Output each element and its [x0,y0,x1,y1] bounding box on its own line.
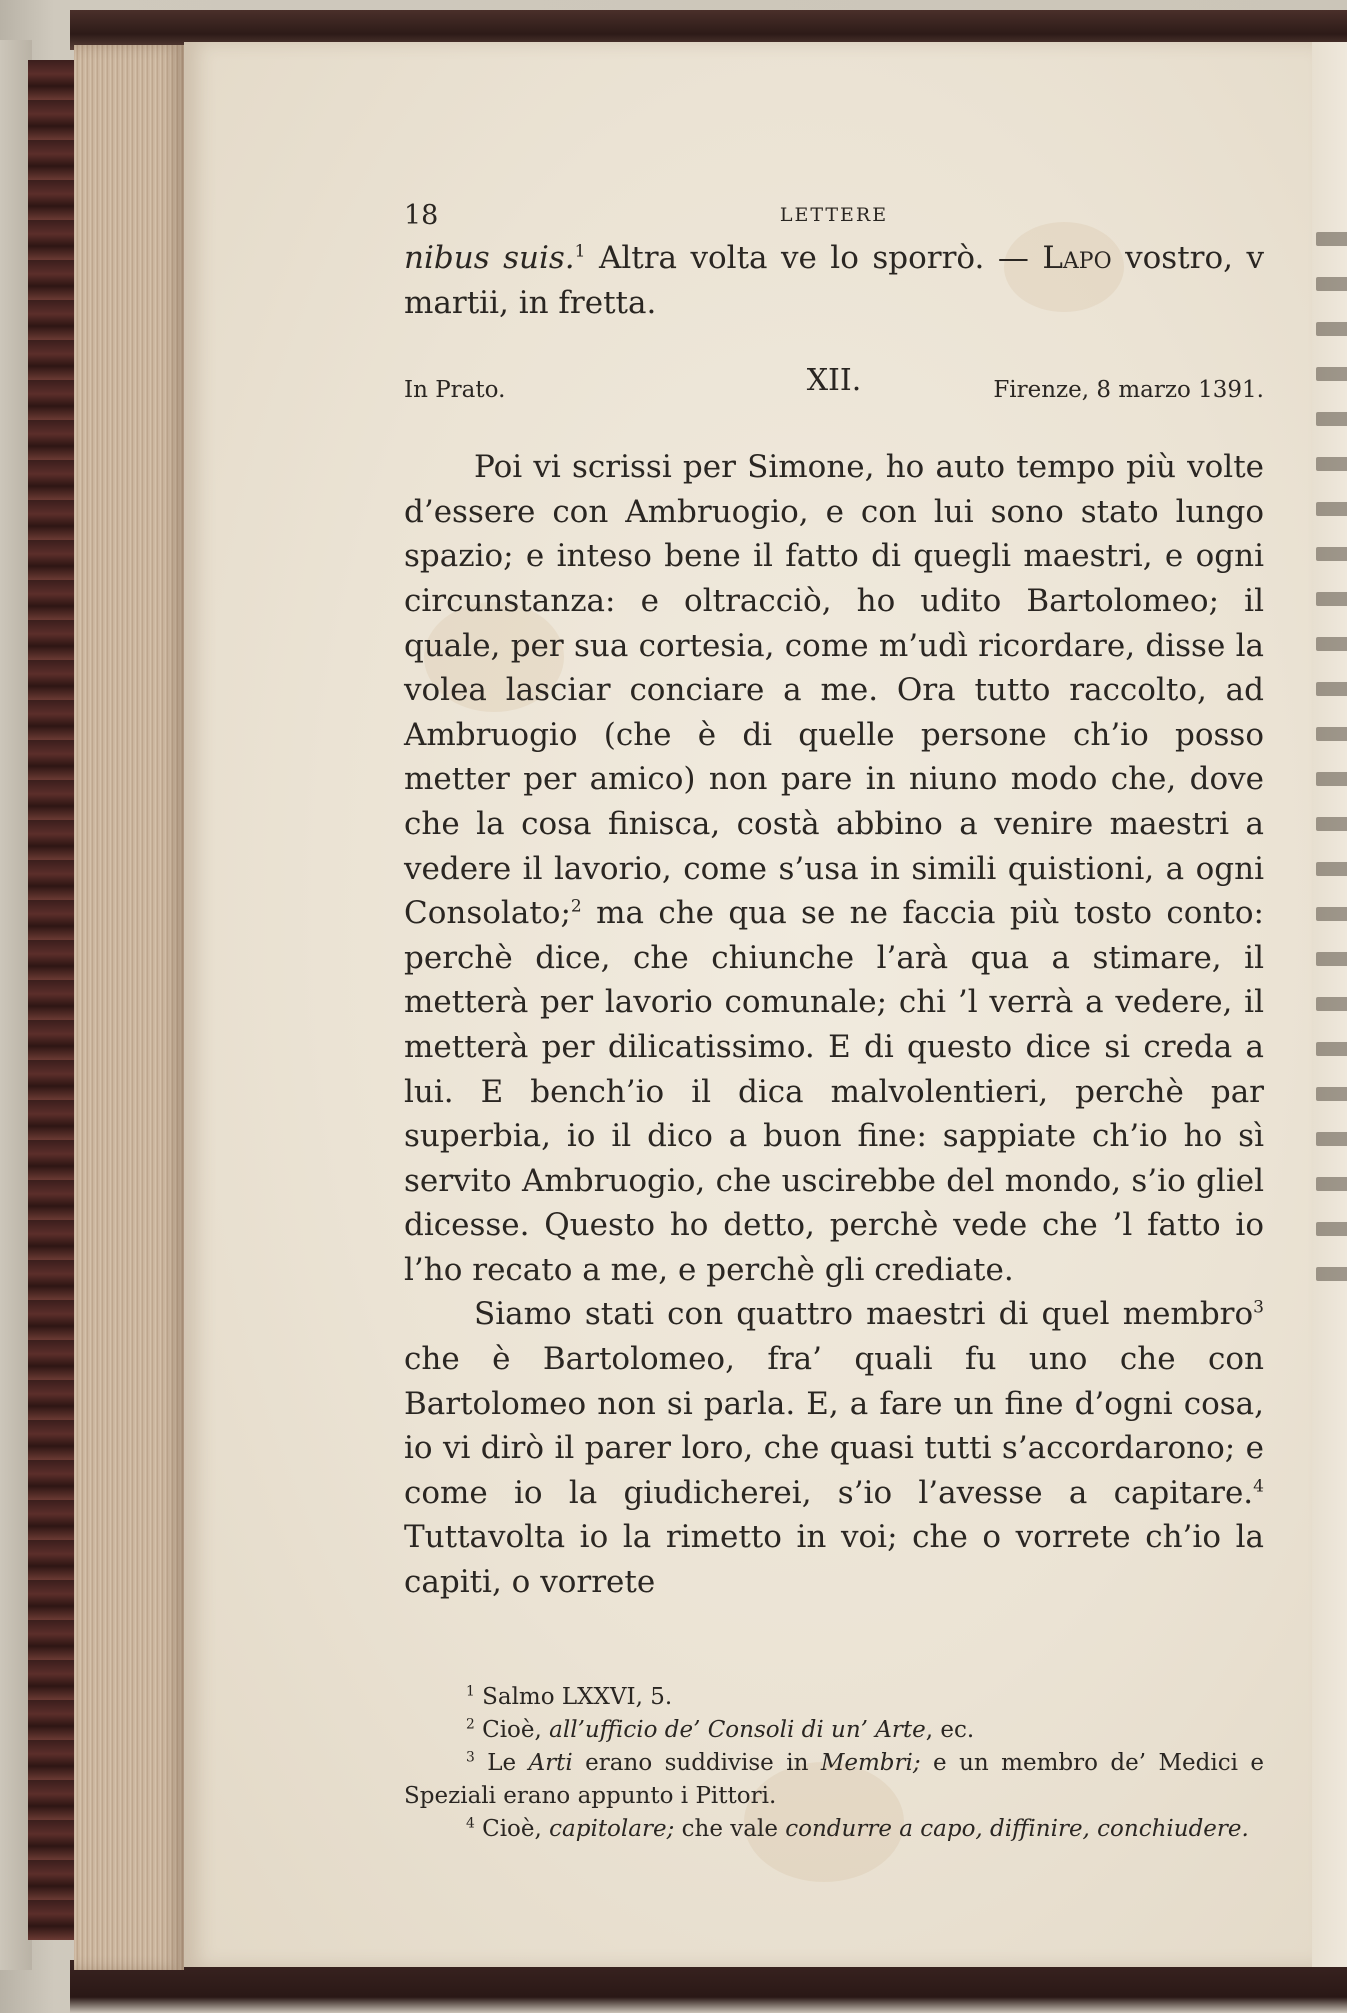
footnote-ref: 3 [1253,1298,1264,1319]
footnote-text: , ec. [925,1716,975,1743]
footnote-text: Le [487,1749,529,1776]
footnote-text: Cioè, [482,1815,550,1842]
letter-number: XII. [806,363,862,399]
body-paragraph-2 [404,1292,1264,1604]
footnote-number: 3 [466,1748,475,1765]
footnote-1 [404,1681,1264,1714]
footnote-italic: condurre a capo, diffinire, conchiudere. [785,1815,1249,1842]
paragraph-text: ma che qua se ne faccia più tosto conto: perchè dice, che chiunche l’arà qua a stimare, il metterà per lavorio comunale; chi ’l verrà a vedere, il metterà per dilicatissimo. E di questo dice si creda a lui. E bench’io il dica malvolentieri, perchè par superbia, io il dico a buon fine: sappiate ch’io ho sì servito Ambruogio, che uscirebbe del mondo, s’io gliel dicesse. Questo ho detto, perchè vede che ’l fatto io l’ho recato a me, e perchè gli crediate. [404,895,1264,1288]
paragraph-text: che è Bartolomeo, fra’ quali fu uno che con Bartolomeo non si parla. E, a fare un fine d’ogni cosa, io vi dirò il parer loro, che quasi tutti s’accordarono; e come io la giudicherei, s’io l’avesse a capitare. [404,1341,1264,1511]
footnote-2 [404,1714,1264,1747]
footnote-text: erano suddivise in [572,1749,821,1776]
body-paragraph-1 [404,445,1264,1292]
paragraph-text: Siamo stati con quattro maestri di quel membro [474,1296,1254,1333]
footnotes [404,1681,1264,1846]
footnote-italic: capitolare; [549,1815,675,1842]
footnote-text: Salmo LXXVI, 5. [482,1683,673,1710]
footnote-ref: 1 [574,241,586,262]
page-edges [74,45,184,1970]
page-text [404,200,1264,1846]
closing-text: vostro, v martii, in fretta. [404,240,1264,321]
letter-place: In Prato. [404,377,506,404]
footnote-ref: 4 [1253,1476,1264,1497]
running-title: LETTERE [779,204,889,226]
latin-fragment: nibus suis. [404,240,575,276]
footnote-italic: all’ufficio de’ Consoli di un’ Arte [549,1716,926,1743]
signature: Lapo [1042,240,1112,276]
facing-page-edge [1312,42,1347,1967]
footnote-text: Cioè, [482,1716,550,1743]
footnote-text: e un membro de’ Medici e Speziali erano appunto i Pittori. [404,1749,1265,1809]
footnote-number: 4 [466,1814,475,1831]
letter-heading [404,363,1264,417]
footnote-italic: Arti [528,1749,573,1776]
footnote-text: che vale [674,1815,786,1842]
footnote-3 [404,1747,1264,1813]
footnote-4 [404,1813,1264,1846]
opening-text: Altra volta ve lo sporrò. — [585,240,1043,276]
letter-date: Firenze, 8 marzo 1391. [993,377,1264,404]
running-head [404,200,1264,236]
footnote-italic: Membri; [820,1749,921,1776]
footnote-ref: 2 [570,896,582,917]
paragraph-text: Poi vi scrissi per Simone, ho auto tempo più volte d’essere con Ambruogio, e con lui sono stato lungo spazio; e inteso bene il fatto di quegli maestri, e ogni circunstanza: e oltracciò, ho udito Bartolomeo; il quale, per sua cortesia, come m’udì ricordare, disse la volea lasciar conciare a me. Ora tutto raccolto, ad Ambruogio (che è di quelle persone ch’io posso metter per amico) non pare in niuno modo che, dove che la cosa finisca, costà abbino a venire maestri a vedere il lavorio, come s’usa in simili quistioni, a ogni Consolato; [404,449,1264,932]
paragraph-text: Tuttavolta io la rimetto in voi; che o vorrete ch’io la capiti, o vorrete [404,1519,1264,1601]
footnote-number: 1 [466,1682,475,1699]
footnote-number: 2 [466,1715,475,1732]
marbled-cover [28,60,74,1940]
page-number: 18 [404,200,439,231]
opening-paragraph [404,236,1264,325]
cover-board-bottom [70,1960,1347,2013]
